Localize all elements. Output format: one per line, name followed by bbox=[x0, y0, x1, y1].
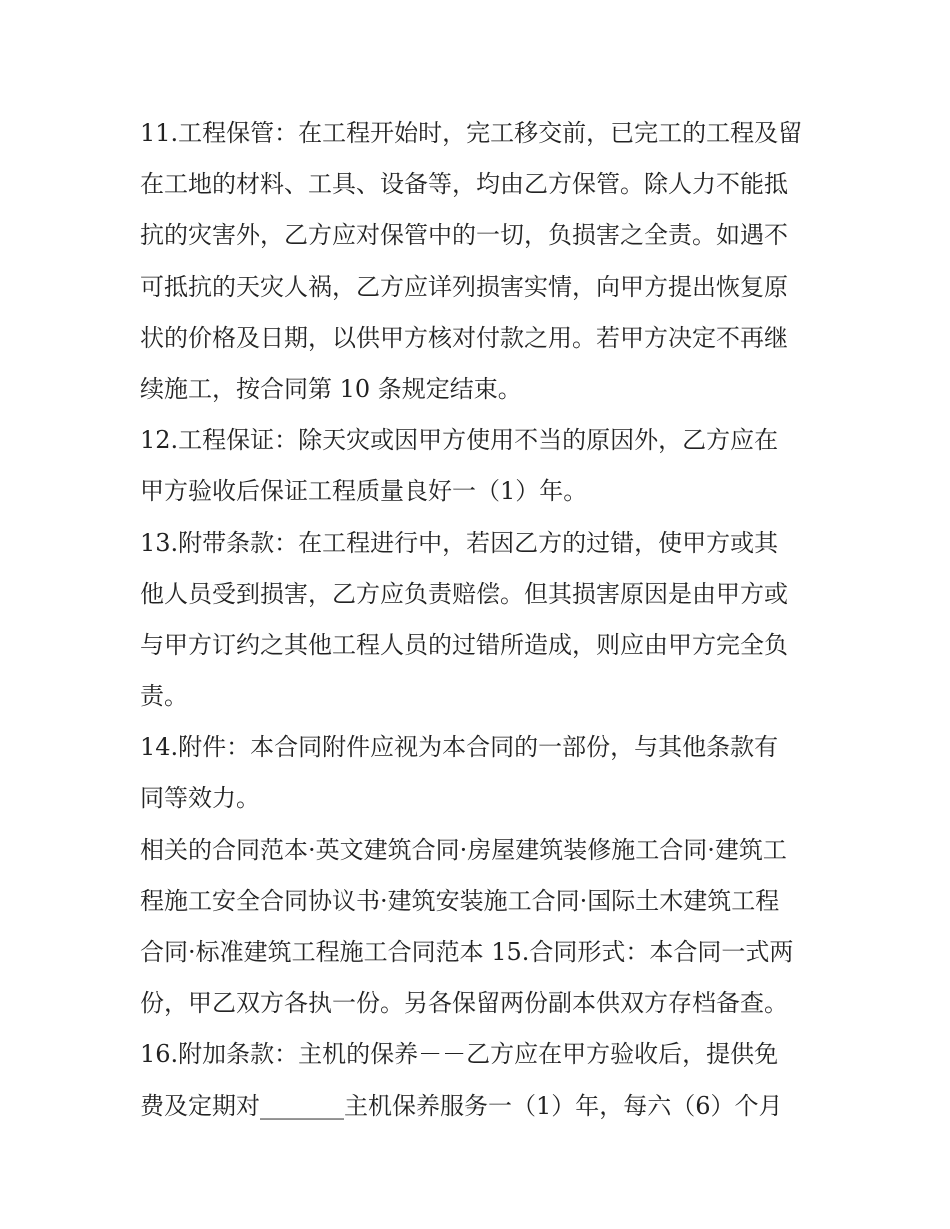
text-line: 11.工程保管：在工程开始时，完工移交前，已完工的工程及留 bbox=[140, 119, 803, 147]
text-line: 责。 bbox=[140, 682, 188, 711]
text-line: 16.附加条款：主机的保养－－乙方应在甲方验收后，提供免 bbox=[140, 1040, 779, 1069]
text-line: 续施工，按合同第 10 条规定结束。 bbox=[140, 374, 522, 403]
text-line: 同等效力。 bbox=[140, 784, 260, 813]
text-line: 12.工程保证：除天灾或因甲方使用不当的原因外，乙方应在 bbox=[140, 426, 779, 455]
text-line: 甲方验收后保证工程质量良好一（1）年。 bbox=[140, 477, 588, 506]
text-line: 14.附件：本合同附件应视为本合同的一部份，与其他条款有 bbox=[140, 733, 779, 762]
text-line: 抗的灾害外，乙方应对保管中的一切，负损害之全责。如遇不 bbox=[140, 221, 788, 250]
text-line: 状的价格及日期，以供甲方核对付款之用。若甲方决定不再继 bbox=[140, 323, 788, 352]
contract-text bbox=[140, 108, 830, 1132]
text-line: 他人员受到损害，乙方应负责赔偿。但其损害原因是由甲方或 bbox=[140, 579, 788, 608]
text-line: 在工地的材料、工具、设备等，均由乙方保管。除人力不能抵 bbox=[140, 170, 788, 199]
text-line: 费及定期对_______主机保养服务一（1）年，每六（6）个月 bbox=[140, 1091, 783, 1120]
text-line: 可抵抗的天灾人祸，乙方应详列损害实情，向甲方提出恢复原 bbox=[140, 272, 788, 301]
text-line: 份，甲乙双方各执一份。另各保留两份副本供双方存档备查。 bbox=[140, 989, 788, 1018]
text-line: 程施工安全合同协议书·建筑安装施工合同·国际土木建筑工程 bbox=[140, 886, 780, 915]
text-line: 13.附带条款：在工程进行中，若因乙方的过错，使甲方或其 bbox=[140, 528, 779, 557]
text-line: 相关的合同范本·英文建筑合同·房屋建筑装修施工合同·建筑工 bbox=[140, 835, 787, 864]
text-line: 合同·标准建筑工程施工合同范本 15.合同形式：本合同一式两 bbox=[140, 938, 794, 966]
text-line: 与甲方订约之其他工程人员的过错所造成，则应由甲方完全负 bbox=[140, 630, 788, 659]
